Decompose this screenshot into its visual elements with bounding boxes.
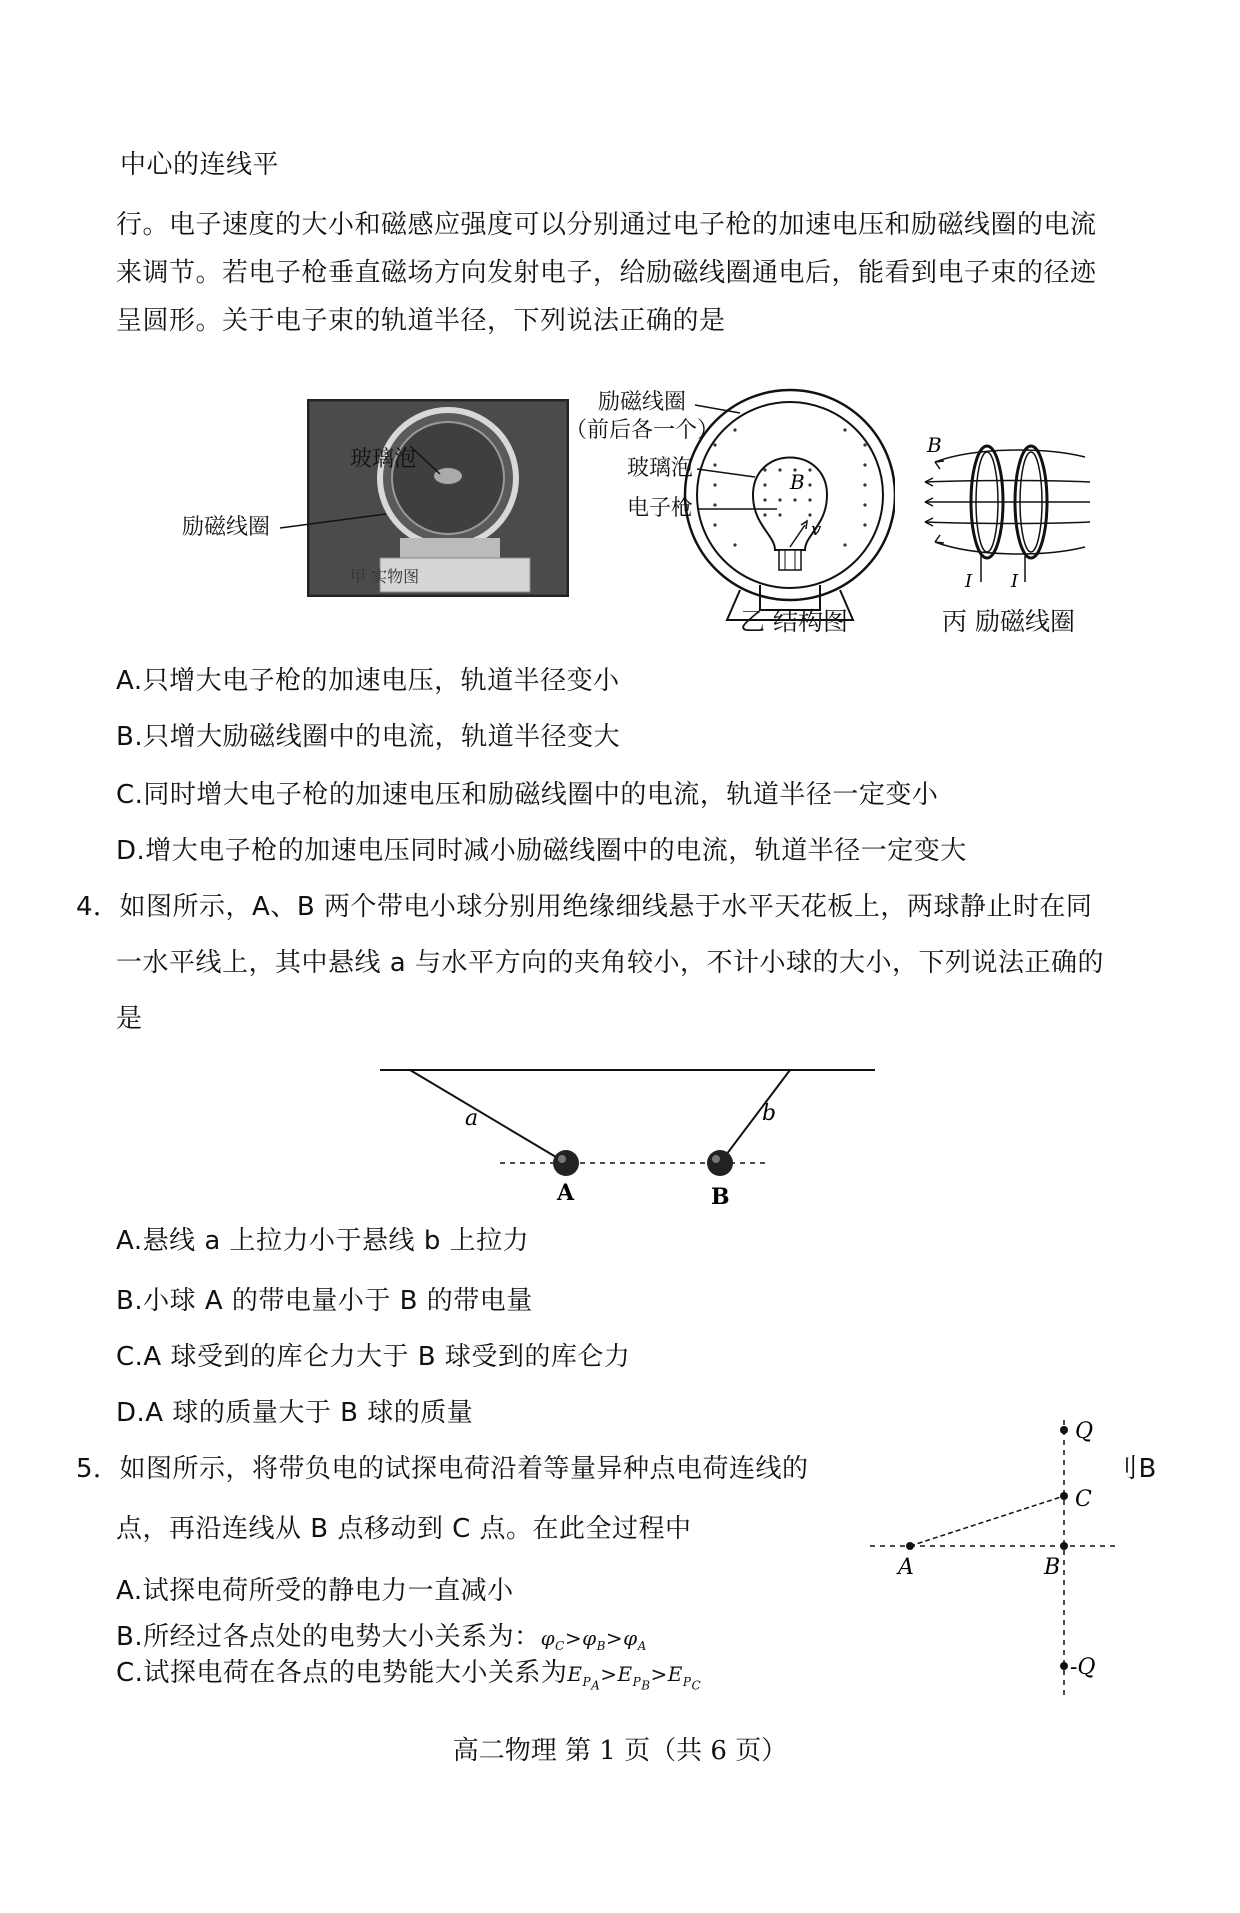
q4-option-c: C.A 球受到的库仑力大于 B 球受到的库仑力 (116, 1342, 631, 1372)
figure-q4 (370, 1060, 890, 1210)
q4-label-A: A (557, 1180, 575, 1206)
jia-label-coil: 励磁线圈 (182, 515, 271, 540)
q5-option-a: A.试探电荷所受的静电力一直减小 (116, 1576, 514, 1606)
q3-option-a: A.只增大电子枪的加速电压，轨道半径变小 (116, 666, 620, 696)
caption-bing: 丙 励磁线圈 (942, 607, 1075, 636)
figure-bing (915, 432, 1095, 592)
page-footer: 高二物理 第 1 页（共 6 页） (452, 1736, 788, 1766)
q5-option-c-text: C.试探电荷在各点的电势能大小关系为 (116, 1658, 568, 1688)
q5-line-1-tail: 刂B (1112, 1454, 1157, 1484)
q4-option-d: D.A 球的质量大于 B 球的质量 (116, 1398, 474, 1428)
yi-symbol-B: B (790, 470, 805, 494)
q5-label-A: A (898, 1555, 914, 1580)
jia-plate-text: 甲 实物图 (350, 567, 420, 586)
q5-option-c (116, 1656, 701, 1702)
q3-option-b: B.只增大励磁线圈中的电流，轨道半径变大 (116, 722, 621, 752)
yi-label-bulb: 玻璃泡 (627, 456, 694, 481)
q3-line-3: 呈圆形。关于电子束的轨道半径，下列说法正确的是 (116, 306, 726, 336)
q3-line-2: 来调节。若电子枪垂直磁场方向发射电子，给励磁线圈通电后，能看到电子束的径迹 (116, 258, 1097, 288)
q5-option-c-math: $E_{P_A}>E_{P_B}>E_{P_C}$ (567, 1662, 702, 1693)
jia-label-bulb: 玻璃泡 (350, 447, 417, 472)
q5-option-b-math: $\varphi_C>\varphi_B>\varphi_A$ (540, 1626, 647, 1653)
q5-line-1: 5．如图所示，将带负电的试探电荷沿着等量异种点电荷连线的 (76, 1454, 809, 1484)
q3-option-c: C.同时增大电子枪的加速电压和励磁线圈中的电流，轨道半径一定变小 (116, 780, 939, 810)
figure-q5 (870, 1410, 1130, 1710)
q5-option-b-text: B.所经过各点处的电势大小关系为： (116, 1622, 541, 1652)
figure-jia (170, 398, 570, 598)
bing-symbol-I1: I (965, 571, 973, 592)
yi-label-coil: 励磁线圈 (598, 390, 687, 415)
q5-line-2: 点，再沿连线从 B 点移动到 C 点。在此全过程中 (116, 1514, 692, 1544)
q4-option-b: B.小球 A 的带电量小于 B 的带电量 (116, 1286, 533, 1316)
q5-label-B: B (1044, 1555, 1061, 1580)
yi-label-gun: 电子枪 (627, 496, 694, 521)
q3-line-1: 行。电子速度的大小和磁感应强度可以分别通过电子枪的加速电压和励磁线圈的电流 (116, 210, 1097, 240)
q5-label-C: C (1075, 1487, 1092, 1512)
yi-label-coil-note: （前后各一个） (565, 418, 720, 443)
q5-label-Q: Q (1075, 1419, 1094, 1444)
q4-option-a: A.悬线 a 上拉力小于悬线 b 上拉力 (116, 1226, 530, 1256)
q4-line-1: 4．如图所示，A、B 两个带电小球分别用绝缘细线悬于水平天花板上，两球静止时在同 (76, 892, 1093, 922)
q4-label-b: b (762, 1101, 777, 1126)
q3-line-0: 中心的连线平 (120, 150, 280, 180)
q4-line-2: 一水平线上，其中悬线 a 与水平方向的夹角较小，不计小球的大小，下列说法正确的 (116, 948, 1104, 978)
caption-yi: 乙 结构图 (740, 607, 848, 636)
yi-symbol-v: v (811, 519, 822, 540)
bing-symbol-I2: I (1011, 571, 1019, 592)
q5-label-negQ: -Q (1070, 1655, 1096, 1680)
q3-option-d: D.增大电子枪的加速电压同时减小励磁线圈中的电流，轨道半径一定变大 (116, 836, 967, 866)
bing-symbol-B: B (927, 433, 942, 457)
q4-label-a: a (465, 1106, 479, 1131)
q4-label-B: B (711, 1184, 730, 1210)
q4-line-3: 是 (116, 1004, 143, 1034)
